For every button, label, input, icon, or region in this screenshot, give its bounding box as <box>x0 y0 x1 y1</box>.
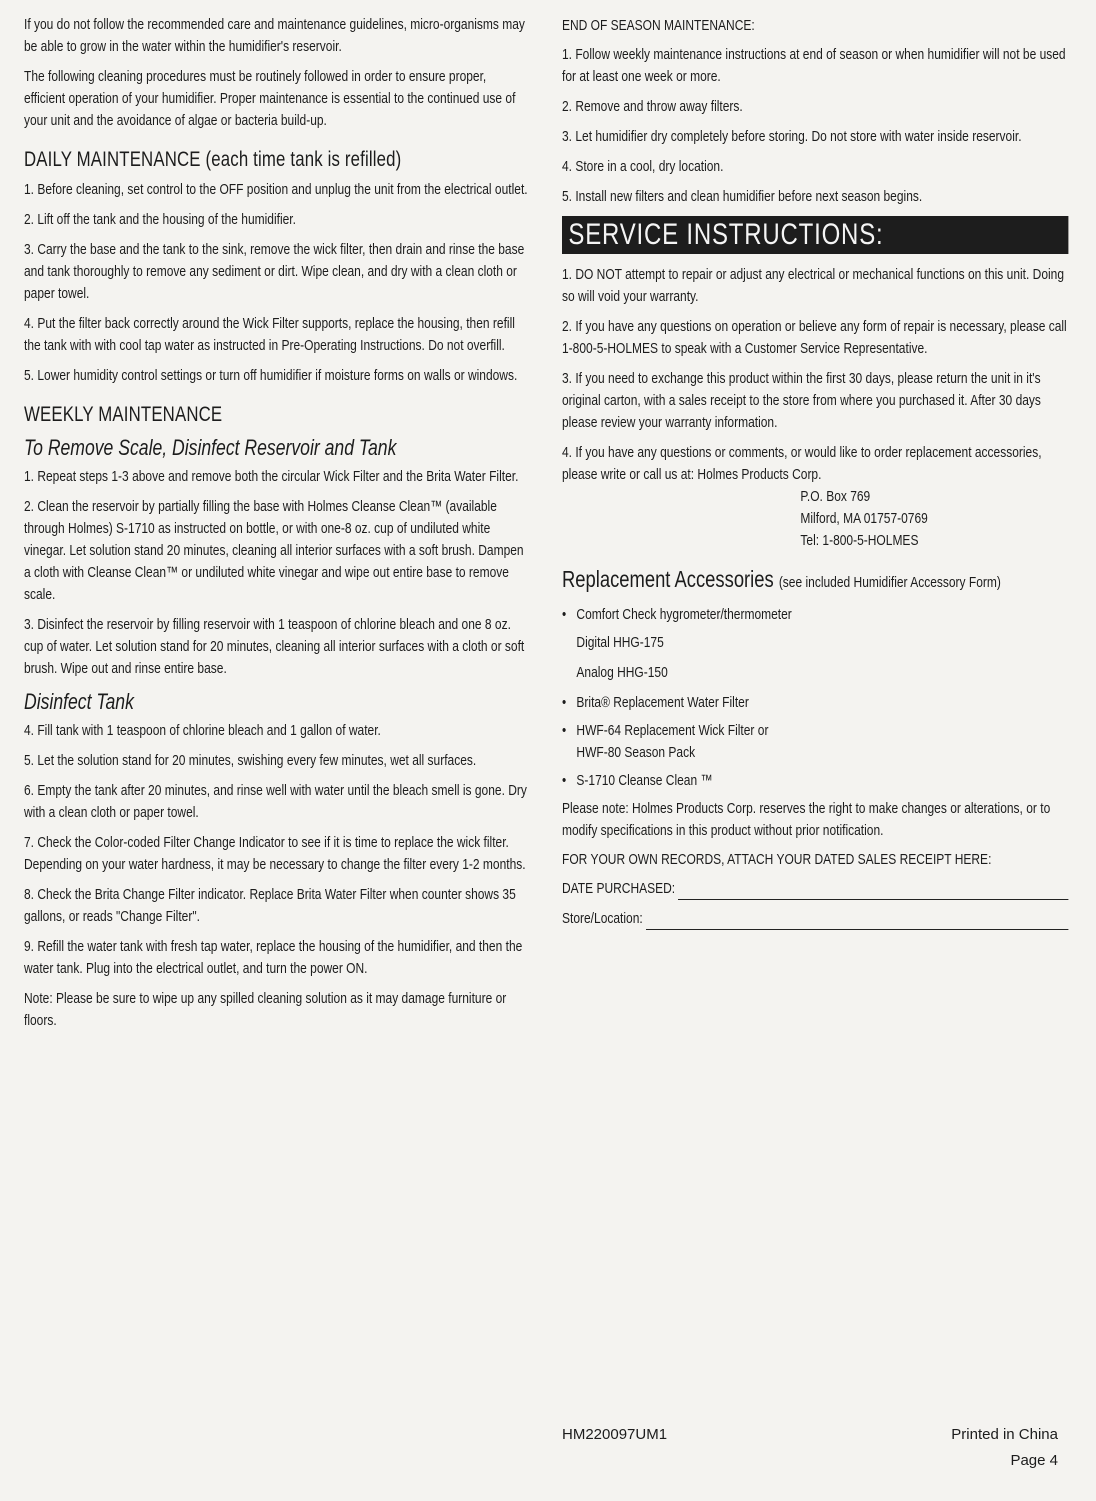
end-of-season-heading: END OF SEASON MAINTENANCE: <box>562 17 755 34</box>
disinfect-step: 4. Fill tank with 1 teaspoon of chlorine bleach and 1 gallon of water. <box>24 722 381 739</box>
right-column <box>562 14 1068 938</box>
daily-step: 4. Put the filter back correctly around the Wick Filter supports, replace the housing, then refill the tank with with cool tap water as instructed in Pre-Operating Instructions. Do not overfill. <box>24 315 515 354</box>
daily-step: 2. Lift off the tank and the housing of the humidifier. <box>24 211 296 228</box>
replacement-accessories-heading: Replacement Accessories (see included Humidifier Accessory Form) <box>562 566 1001 592</box>
analog-model: Analog HHG-150 <box>576 664 668 681</box>
date-purchased-label: DATE PURCHASED: <box>562 880 676 897</box>
bullet-icon: • <box>562 772 567 789</box>
list-item: • Brita® Replacement Water Filter <box>562 692 1068 714</box>
service-step: 2. If you have any questions on operation or believe any form of repair is necessary, please call 1-800-5-HOLMES to speak with a Customer Service Representative. <box>562 318 1067 357</box>
weekly-maintenance-heading: WEEKLY MAINTENANCE <box>24 403 223 426</box>
service-step: 4. If you have any questions or comments, or would like to order replacement accessories, please write or call us at: <box>562 444 1042 483</box>
date-purchased-line <box>678 883 1068 900</box>
phone-line: Tel: 1-800-5-HOLMES <box>800 532 919 549</box>
bullet-icon: • <box>562 694 567 711</box>
disinfect-tank-heading: Disinfect Tank <box>24 689 134 714</box>
page-number: Page 4 <box>1010 1452 1058 1469</box>
contact-block <box>562 442 1068 552</box>
weekly-step: 1. Repeat steps 1-3 above and remove both the circular Wick Filter and the Brita Water Filter. <box>24 468 519 485</box>
list-item: • Comfort Check hygrometer/thermometer Digital HHG-175 Analog HHG-150 <box>562 604 1068 684</box>
disinfect-step: 7. Check the Color-coded Filter Change Indicator to see if it is time to replace the wick filter. Depending on your water hardness, it may be necessary to change the filter every 1-2 months. <box>24 834 526 873</box>
digital-model: Digital HHG-175 <box>576 634 664 651</box>
eos-step: 1. Follow weekly maintenance instructions at end of season or when humidifier will not be used for at least one week or more. <box>562 46 1066 85</box>
intro-paragraph-1: If you do not follow the recommended care and maintenance guidelines, micro-organisms may be able to grow in the water within the humidifier's reservoir. <box>24 16 525 55</box>
cleaning-note: Note: Please be sure to wipe up any spilled cleaning solution as it may damage furniture or floors. <box>24 990 507 1029</box>
eos-step: 3. Let humidifier dry completely before storing. Do not store with water inside reservoir. <box>562 128 1022 145</box>
weekly-subheading: To Remove Scale, Disinfect Reservoir and Tank <box>24 435 397 460</box>
company-name: Holmes Products Corp. <box>697 466 822 483</box>
bullet-icon: • <box>562 606 567 623</box>
accessory-form-note: (see included Humidifier Accessory Form) <box>778 574 1001 591</box>
weekly-step: 2. Clean the reservoir by partially filling the base with Holmes Cleanse Clean™ (available through Holmes) S-1710 as instructed on bottle, or with one-8 oz. cup of undiluted white vinegar. Let solution stand 20 minutes, cleaning all interior surfaces with a soft brush. Dampen a cloth with Cleanse Clean™ or undiluted white vinegar and wipe out entire base to remove scale. <box>24 498 524 603</box>
service-step: 1. DO NOT attempt to repair or adjust any electrical or mechanical functions on this unit. Doing so will void your warranty. <box>562 266 1065 305</box>
daily-step: 1. Before cleaning, set control to the OFF position and unplug the unit from the electrical outlet. <box>24 181 528 198</box>
date-purchased-field <box>562 878 1068 900</box>
list-item: • HWF-64 Replacement Wick Filter or HWF-80 Season Pack <box>562 722 769 761</box>
daily-step: 3. Carry the base and the tank to the sink, remove the wick filter, then drain and rinse the base and tank thoroughly to remove any sediment or dirt. Wipe clean, and dry with a clean cloth or paper towel. <box>24 241 525 302</box>
daily-maintenance-heading: DAILY MAINTENANCE (each time tank is refilled) <box>24 148 402 171</box>
bullet-icon: • <box>562 722 567 739</box>
document-code: HM220097UM1 <box>562 1426 668 1443</box>
store-location-label: Store/Location: <box>562 910 643 927</box>
city-line: Milford, MA 01757-0769 <box>800 510 928 527</box>
disinfect-step: 9. Refill the water tank with fresh tap water, replace the housing of the humidifier, and then the water tank. Plug into the electrical outlet, and turn the power ON. <box>24 938 523 977</box>
list-item: • S-1710 Cleanse Clean ™ <box>562 770 1068 792</box>
store-location-line <box>646 913 1068 930</box>
please-note: Please note: Holmes Products Corp. reserves the right to make changes or alterations, or to modify specifications in this product without prior notification. <box>562 800 1051 839</box>
left-column <box>24 14 530 1040</box>
eos-step: 5. Install new filters and clean humidifier before next season begins. <box>562 188 923 205</box>
accessories-list <box>562 604 1068 792</box>
eos-step: 4. Store in a cool, dry location. <box>562 158 724 175</box>
printed-in: Printed in China <box>951 1426 1058 1443</box>
service-step: 3. If you need to exchange this product within the first 30 days, please return the unit in it's original carton, with a sales receipt to the store from where you purchased it. After 30 days please review your warranty information. <box>562 370 1041 431</box>
weekly-step: 3. Disinfect the reservoir by filling reservoir with 1 teaspoon of chlorine bleach and one 8 oz. cup of water. Let solution stand for 20 minutes, cleaning all interior surfaces with a cloth or soft brush. Wipe out and rinse entire base. <box>24 616 525 677</box>
records-heading: FOR YOUR OWN RECORDS, ATTACH YOUR DATED SALES RECEIPT HERE: <box>562 851 992 868</box>
eos-step: 2. Remove and throw away filters. <box>562 98 743 115</box>
service-instructions-banner: SERVICE INSTRUCTIONS: <box>562 216 1068 254</box>
po-box: P.O. Box 769 <box>800 488 871 505</box>
store-location-field <box>562 908 1068 930</box>
disinfect-step: 8. Check the Brita Change Filter indicator. Replace Brita Water Filter when counter shows 35 gallons, or reads "Change Filter". <box>24 886 516 925</box>
disinfect-step: 6. Empty the tank after 20 minutes, and rinse well with water until the bleach smell is gone. Dry with a clean cloth or paper towel. <box>24 782 527 821</box>
daily-step: 5. Lower humidity control settings or turn off humidifier if moisture forms on walls or windows. <box>24 367 518 384</box>
intro-paragraph-2: The following cleaning procedures must be routinely followed in order to ensure proper, efficient operation of your humidifier. Proper maintenance is essential to the continued use of your unit and the avoidance of algae or bacteria build-up. <box>24 68 516 129</box>
disinfect-step: 5. Let the solution stand for 20 minutes, swishing every few minutes, wet all surfaces. <box>24 752 477 769</box>
